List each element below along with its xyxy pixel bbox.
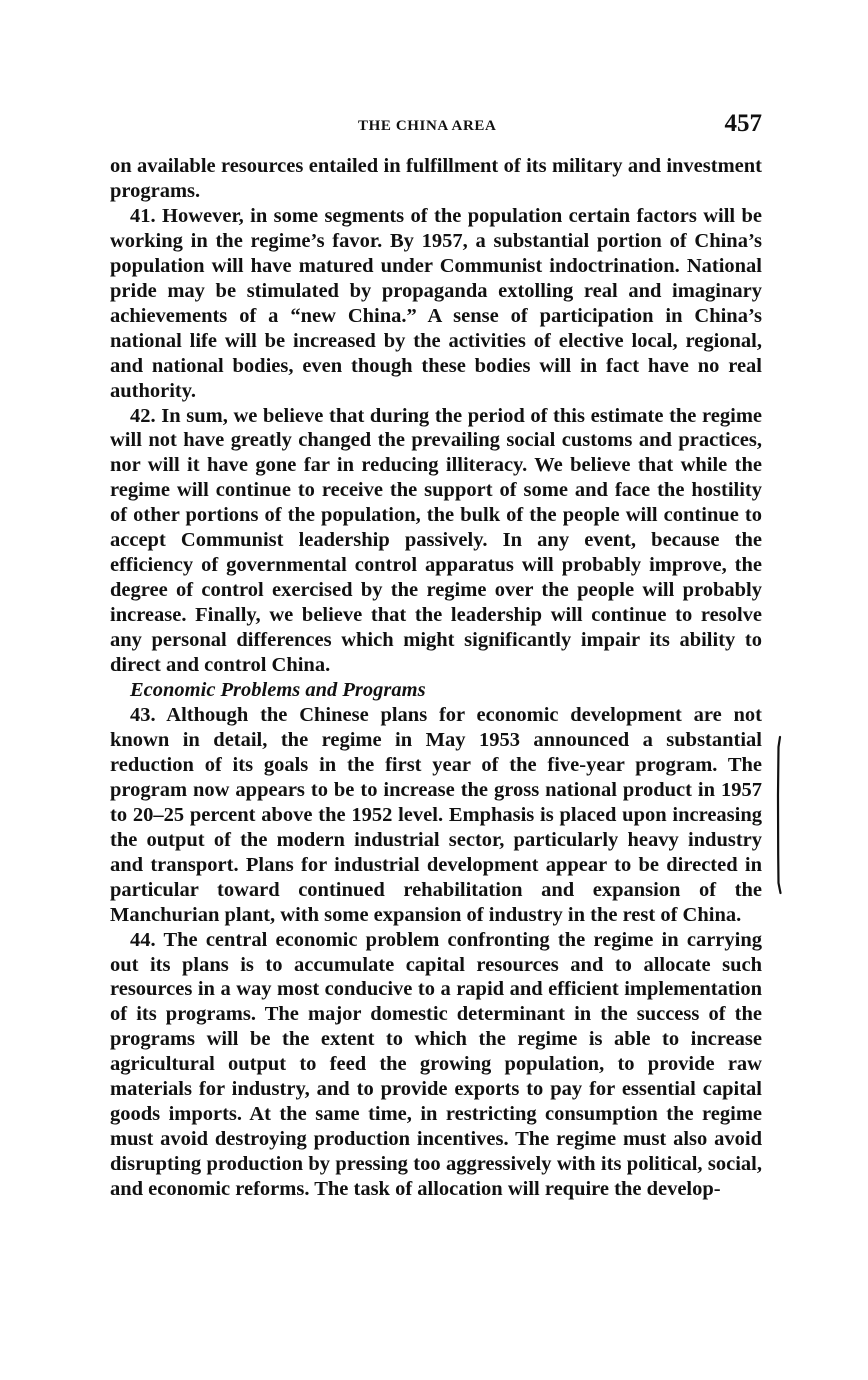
page-header (110, 108, 762, 148)
margin-change-bar (775, 735, 783, 895)
paragraph-43: 43. Although the Chinese plans for economic development are not known in detail, the regime in May 1953 announced a substantial reduction of its goals in the first year of the five-year program. The program now appears to be to increase the gross national product in 1957 to 20–25 percent above the 1952 level. Emphasis is placed upon increasing the output of the modern industrial sector, particularly heavy industry and transport. Plans for industrial development appear to be directed in particular toward continued rehabilitation and expansion of the Manchurian plant, with some expansion of industry in the rest of China. (110, 703, 762, 926)
section-heading: Economic Problems and Programs (130, 679, 426, 702)
paragraph-44: 44. The central economic problem confronting the regime in carrying out its plans is to accumulate capital resources and to allocate such resources in a way most conducive to a rapid and efficient implementation of its programs. The major domestic determinant in the success of the programs will be the extent to which the regime is able to increase agricultural output to feed the growing population, to provide raw materials for industry, and to provide exports to pay for essential capital goods imports. At the same time, in restricting consumption the regime must avoid destroying production incentives. The regime must also avoid disrupting production by pressing too aggressively with its political, social, and economic reforms. The task of allocation will require the develop- (110, 928, 762, 1201)
paragraph-41: 41. However, in some segments of the population certain factors will be working in the regime’s favor. By 1957, a substantial portion of China’s population will have matured under Communist indoctrination. National pride may be stimulated by propaganda extolling real and imaginary achievements of a “new China.” A sense of participation in China’s national life will be increased by the activities of elective local, regional, and national bodies, even though these bodies will in fact have no real authority. (110, 204, 762, 402)
page-number: 457 (724, 110, 762, 137)
continued-paragraph: on available resources entailed in fulfillment of its military and investment programs. (110, 155, 762, 202)
body-text (110, 154, 762, 1202)
running-title: THE CHINA AREA (358, 118, 497, 134)
paragraph-42: 42. In sum, we believe that during the period of this estimate the regime will not have greatly changed the prevailing social customs and practices, nor will it have gone far in reducing illiteracy. We believe that while the regime will continue to receive the support of some and face the hostility of other portions of the population, the bulk of the people will continue to accept Communist leadership passively. In any event, because the efficiency of governmental control apparatus will probably improve, the degree of control exercised by the regime over the people will probably increase. Finally, we believe that the leadership will continue to resolve any personal differences which might significantly impair its ability to direct and control China. (110, 404, 762, 677)
